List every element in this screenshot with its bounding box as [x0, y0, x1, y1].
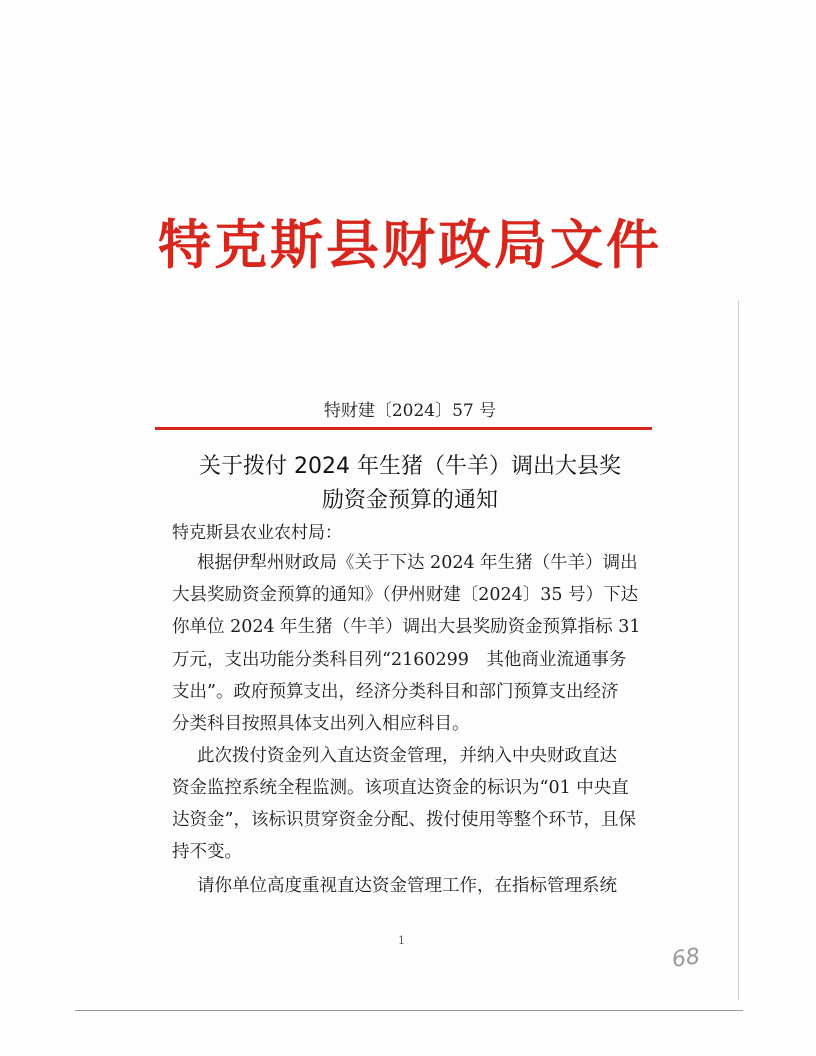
- red-divider-rule: [155, 427, 652, 430]
- paragraph-1-line: 根据伊犁州财政局《关于下达 2024 年生猪（牛羊）调出: [197, 553, 638, 573]
- addressee: 特克斯县农业农村局：: [172, 523, 342, 543]
- paragraph-2-line: 资金监控系统全程监测。该项直达资金的标识为“01 中央直: [172, 778, 629, 798]
- document-number: 特财建〔2024〕57 号: [323, 401, 497, 421]
- document-masthead: 特克斯县财政局文件: [158, 214, 662, 276]
- paragraph-1-line: 万元，支出功能分类科目列“2160299 其他商业流通事务: [172, 650, 627, 670]
- handwritten-page-mark: 68: [670, 944, 702, 973]
- scan-edge-right: [738, 300, 739, 1000]
- paragraph-2-line: 达资金”，该标识贯穿资金分配、拨付使用等整个环节，且保: [172, 810, 636, 830]
- document-title: [150, 450, 670, 518]
- title-line-1: 关于拨付 2024 年生猪（牛羊）调出大县奖: [199, 454, 621, 479]
- paragraph-2-line: 此次拨付资金列入直达资金管理，并纳入中央财政直达: [197, 746, 617, 766]
- paragraph-1-line: 支出”。政府预算支出，经济分类科目和部门预算支出经济: [172, 682, 619, 702]
- title-line-2: 励资金预算的通知: [321, 488, 498, 513]
- page-number: 1: [398, 934, 405, 947]
- paragraph-1-line: 大县奖励资金预算的通知》（伊州财建〔2024〕35 号）下达: [172, 585, 639, 605]
- scan-edge-bottom: [75, 1010, 743, 1011]
- paragraph-2-line: 持不变。: [172, 842, 242, 862]
- paragraph-1-line: 分类科目按照具体支出列入相应科目。: [172, 714, 470, 734]
- paragraph-1-line: 你单位 2024 年生猪（牛羊）调出大县奖励资金预算指标 31: [172, 617, 641, 637]
- paragraph-3-line: 请你单位高度重视直达资金管理工作，在指标管理系统: [197, 876, 617, 896]
